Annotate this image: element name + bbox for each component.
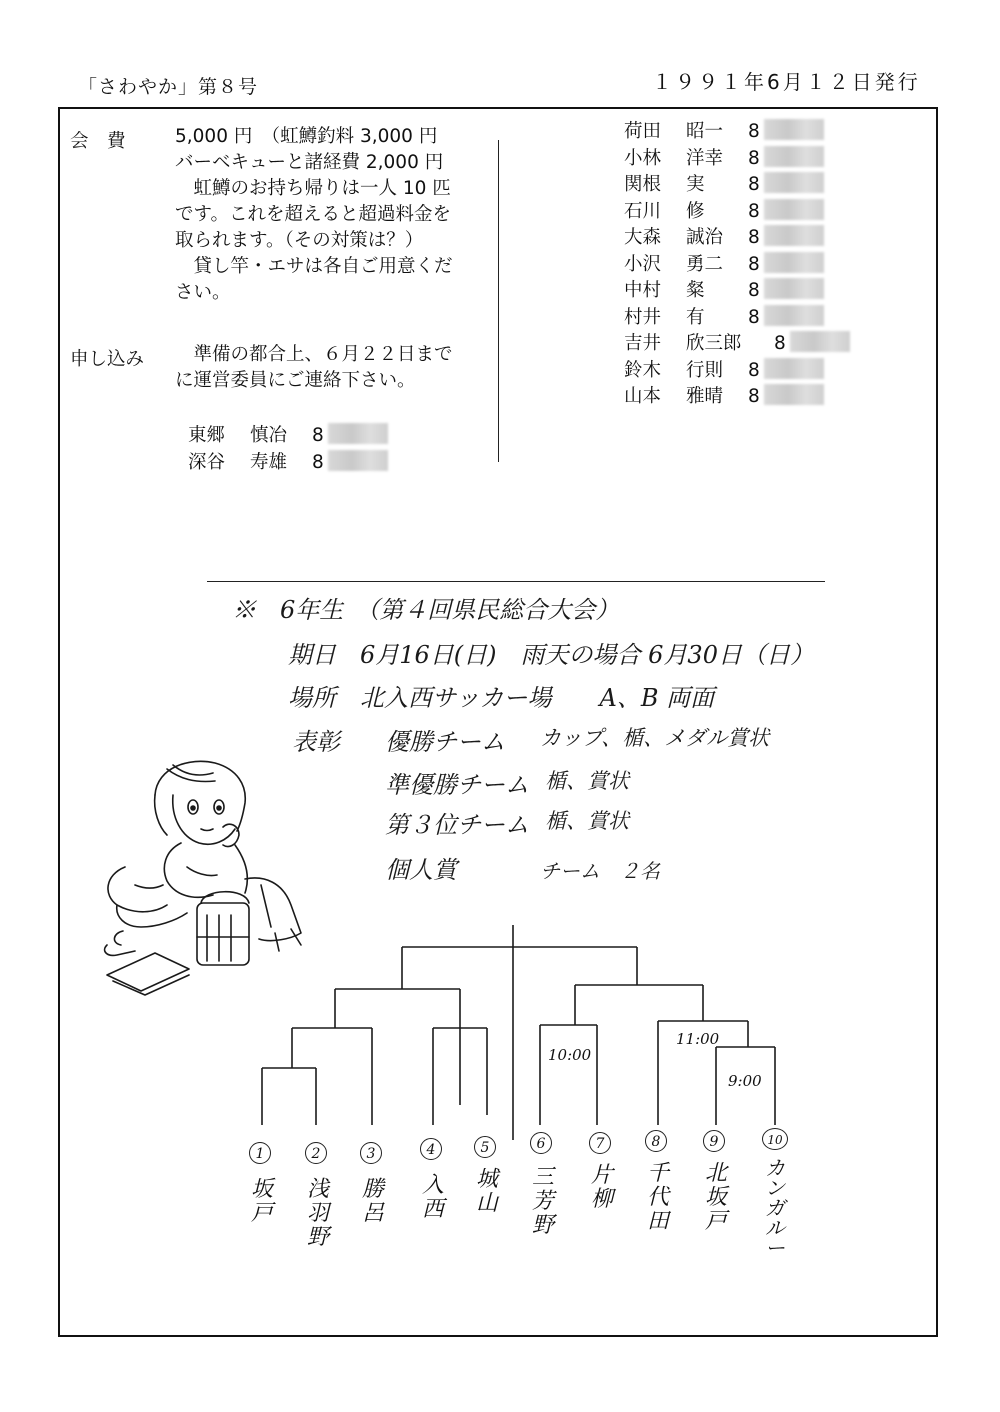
match-time: 9:00 <box>728 1072 762 1090</box>
contact-phone: 8 <box>748 253 760 275</box>
match-time: 10:00 <box>548 1046 592 1064</box>
team-name: 北坂戸 <box>704 1161 727 1234</box>
team-name: 三芳野 <box>531 1165 554 1238</box>
team-number: 5 <box>474 1136 496 1158</box>
apply-text <box>175 342 453 394</box>
match-time: 11:00 <box>676 1030 720 1048</box>
contact-surname: 吉井 <box>624 333 662 354</box>
redacted-block <box>764 278 824 299</box>
team-name: 坂戸 <box>250 1177 273 1226</box>
contact-row <box>188 450 388 477</box>
right-contact-list <box>624 119 850 411</box>
fee-line: 5,000 円 （虹鱒釣料 3,000 円 <box>175 126 438 147</box>
award-rank: 準優勝チーム <box>385 771 529 799</box>
team-number: 4 <box>420 1138 442 1160</box>
team-number: 2 <box>305 1142 327 1164</box>
contact-surname: 東郷 <box>188 425 226 446</box>
contact-given: 粲 <box>686 280 705 301</box>
contact-phone: 8 <box>312 425 324 446</box>
team-entry <box>360 1142 386 1226</box>
event-date: 期日 6月16日(日) 雨天の場合 6月30日（日） <box>288 641 814 669</box>
team-number: 9 <box>703 1130 725 1152</box>
redacted-block <box>764 384 824 405</box>
issue-date: １９９１年6月１２日発行 <box>652 70 921 94</box>
contact-phone: 8 <box>748 147 760 169</box>
contact-surname: 山本 <box>624 386 662 407</box>
team-entry <box>249 1142 275 1226</box>
award-prize: 楯、賞状 <box>545 769 629 793</box>
fee-line: バーベキューと諸経費 2,000 円 <box>175 152 444 173</box>
contact-row <box>624 199 850 226</box>
award-prize: カップ、楯、メダル賞状 <box>540 726 770 750</box>
team-number: 3 <box>360 1142 382 1164</box>
contact-given: 寿雄 <box>250 451 288 473</box>
contact-surname: 小沢 <box>624 253 662 275</box>
contact-row <box>624 305 850 332</box>
apply-line: 準備の都合上、６月２２日まで <box>175 344 453 365</box>
contact-phone: 8 <box>748 359 760 381</box>
redacted-block <box>328 450 388 471</box>
fee-line: 取られます。（その対策は？） <box>175 230 424 251</box>
apply-line: に運営委員にご連絡下さい。 <box>175 370 416 391</box>
team-number: 8 <box>645 1130 667 1152</box>
contact-row <box>624 172 850 199</box>
contact-given: 修 <box>686 200 705 222</box>
fee-line: 虹鱒のお持ち帰りは一人 10 匹 <box>175 178 451 199</box>
team-name: 千代田 <box>646 1161 669 1234</box>
contact-phone: 8 <box>748 306 760 328</box>
redacted-block <box>764 119 824 140</box>
contact-phone: 8 <box>748 174 760 195</box>
contact-row <box>624 119 850 146</box>
team-entry <box>305 1142 331 1250</box>
contact-phone: 8 <box>312 451 324 473</box>
redacted-block <box>790 331 850 352</box>
fee-line: です。これを超えると超過料金を <box>175 204 452 225</box>
contact-given: 雅晴 <box>686 386 724 407</box>
contact-phone: 8 <box>748 280 760 301</box>
redacted-block <box>764 146 824 167</box>
contact-row <box>624 331 850 358</box>
contact-surname: 村井 <box>624 306 662 328</box>
section-rule <box>207 581 825 582</box>
redacted-block <box>764 172 824 193</box>
team-number: 6 <box>530 1132 552 1154</box>
contact-given: 勇二 <box>686 253 724 275</box>
team-number: 1 <box>249 1142 271 1164</box>
contact-row <box>624 225 850 252</box>
award-rank: 第３位チーム <box>385 811 529 839</box>
fee-line: 貸し竿・エサは各自ご用意くだ <box>175 256 453 277</box>
left-contact-list <box>188 423 388 476</box>
team-name: 勝呂 <box>361 1177 384 1226</box>
newsletter-title: 「さわやか」第８号 <box>78 76 259 98</box>
fee-text <box>175 124 453 306</box>
contact-surname: 小林 <box>624 147 662 169</box>
award-prize: 楯、賞状 <box>545 809 629 833</box>
team-name: 浅羽野 <box>306 1177 329 1250</box>
fee-label: 会 費 <box>70 131 126 152</box>
event-title: ※ 6年生 （第４回県民総合大会） <box>232 596 620 624</box>
fee-line: さい。 <box>175 282 231 303</box>
team-entry <box>589 1132 615 1212</box>
contact-surname: 深谷 <box>188 451 226 473</box>
team-name: 片柳 <box>590 1163 613 1212</box>
contact-surname: 荷田 <box>624 121 662 142</box>
contact-surname: 大森 <box>624 227 662 248</box>
contact-phone: 8 <box>748 386 760 407</box>
redacted-block <box>764 252 824 273</box>
contact-given: 昭一 <box>686 121 724 142</box>
team-number: 7 <box>589 1132 611 1154</box>
contact-surname: 関根 <box>624 174 662 195</box>
contact-given: 実 <box>686 174 705 195</box>
contact-given: 有 <box>686 306 705 328</box>
team-entry <box>762 1128 788 1258</box>
contact-row <box>624 146 850 173</box>
tournament-bracket <box>250 925 810 1140</box>
contact-phone: 8 <box>774 333 786 354</box>
redacted-block <box>764 305 824 326</box>
team-entry <box>703 1130 729 1234</box>
team-name: 城山 <box>475 1167 498 1216</box>
team-name: カンガルー <box>765 1156 785 1260</box>
column-divider <box>498 140 499 462</box>
team-entry <box>530 1132 556 1238</box>
contact-given: 欣三郎 <box>686 333 742 354</box>
redacted-block <box>764 358 824 379</box>
contact-row <box>624 278 850 305</box>
team-entry <box>420 1138 446 1222</box>
contact-row <box>624 252 850 279</box>
contact-row <box>624 358 850 385</box>
contact-surname: 石川 <box>624 200 662 222</box>
event-place: 場所 北入西サッカー場 A、B 両面 <box>288 684 715 712</box>
contact-given: 誠治 <box>686 227 724 248</box>
contact-given: 慎冶 <box>250 425 288 446</box>
award-rank: 優勝チーム <box>385 728 505 756</box>
contact-surname: 中村 <box>624 280 662 301</box>
contact-phone: 8 <box>748 200 760 222</box>
redacted-block <box>764 199 824 220</box>
team-entry <box>474 1136 500 1216</box>
team-number: 10 <box>762 1128 788 1150</box>
contact-given: 行則 <box>686 359 724 381</box>
contact-row <box>188 423 388 450</box>
contact-phone: 8 <box>748 227 760 248</box>
awards-label: 表彰 <box>292 728 340 756</box>
redacted-block <box>764 225 824 246</box>
contact-given: 洋幸 <box>686 147 724 169</box>
apply-label: 申し込み <box>70 349 145 370</box>
redacted-block <box>328 423 388 444</box>
award-rank: 個人賞 <box>385 856 457 884</box>
award-prize: チーム ２名 <box>540 859 660 883</box>
team-name: 入西 <box>421 1173 444 1222</box>
team-entry <box>645 1130 671 1234</box>
contact-row <box>624 384 850 411</box>
contact-surname: 鈴木 <box>624 359 662 381</box>
contact-phone: 8 <box>748 121 760 142</box>
